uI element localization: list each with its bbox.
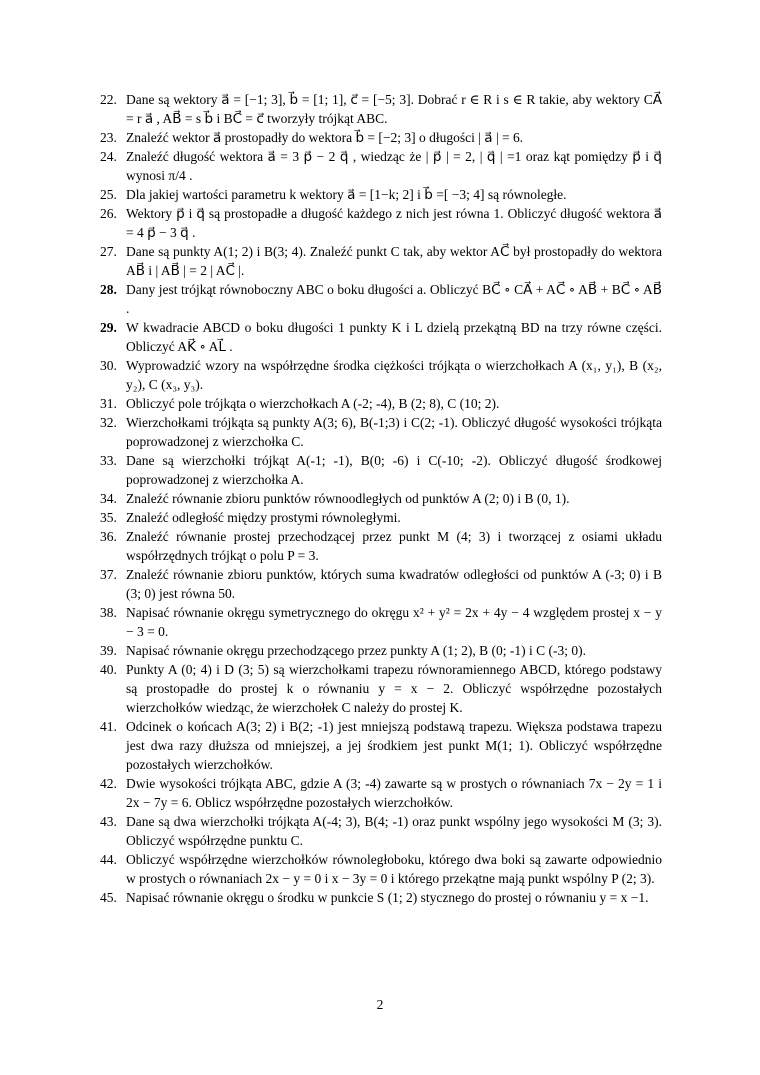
problem-list xyxy=(100,90,662,907)
problem-item xyxy=(100,888,662,907)
problem-text: Znaleźć wektor a⃗ prostopadły do wektora b⃗ = [−2; 3] o długości | a⃗ | = 6. xyxy=(126,130,524,145)
problem-number: 22. xyxy=(100,92,117,107)
problem-number: 35. xyxy=(100,510,117,525)
problem-number: 36. xyxy=(100,529,117,544)
problem-item xyxy=(100,128,662,147)
problem-number: 45. xyxy=(100,890,117,905)
problem-item xyxy=(100,774,662,812)
problem-item xyxy=(100,717,662,774)
problem-number: 28. xyxy=(100,282,117,297)
problem-text: Dane są punkty A(1; 2) i B(3; 4). Znaleźć punkt C tak, aby wektor AC⃗ był prostopadły do wektora AB⃗ i | AB⃗ | = 2 | AC⃗ |. xyxy=(126,244,662,278)
problem-number: 44. xyxy=(100,852,117,867)
page-number: 2 xyxy=(376,997,384,1012)
problem-text: Dany jest trójkąt równoboczny ABC o boku długości a. Obliczyć BC⃗ ∘ CA⃗ + AC⃗ ∘ AB⃗ + BC⃗ ∘ AB⃗ . xyxy=(126,282,662,316)
problem-item xyxy=(100,185,662,204)
problem-text: Znaleźć równanie zbioru punktów, których suma kwadratów odległości od punktów A (-3; 0) i B (3; 0) jest równa 50. xyxy=(126,567,662,601)
problem-number: 43. xyxy=(100,814,117,829)
problem-text: Napisać równanie okręgu symetrycznego do okręgu x² + y² = 2x + 4y − 4 względem prostej x − y − 3 = 0. xyxy=(126,605,662,639)
problem-item xyxy=(100,451,662,489)
problem-item xyxy=(100,90,662,128)
problem-item xyxy=(100,641,662,660)
problem-text: Dla jakiej wartości parametru k wektory a⃗ = [1−k; 2] i b⃗ =[ −3; 4] są równoległe. xyxy=(126,187,567,202)
problem-item xyxy=(100,242,662,280)
problem-item xyxy=(100,850,662,888)
problem-item xyxy=(100,527,662,565)
problem-text: Wektory p⃗ i q⃗ są prostopadłe a długość każdego z nich jest równa 1. Obliczyć długość wektora a⃗ = 4 p⃗ − 3 q⃗ . xyxy=(126,206,662,240)
problem-text: Napisać równanie okręgu o środku w punkcie S (1; 2) stycznego do prostej o równaniu y = x −1. xyxy=(126,890,649,905)
problem-number: 23. xyxy=(100,130,117,145)
problem-text: Dane są wierzchołki trójkąt A(-1; -1), B(0; -6) i C(-10; -2). Obliczyć długość środkowej poprowadzonej z wierzchołka A. xyxy=(126,453,662,487)
problem-text: W kwadracie ABCD o boku długości 1 punkty K i L dzielą przekątną BD na trzy równe części. Obliczyć AK⃗ ∘ AL⃗ . xyxy=(126,320,662,354)
problem-text: Odcinek o końcach A(3; 2) i B(2; -1) jest mniejszą podstawą trapezu. Większa podstawa trapezu jest dwa razy dłuższa od mniejszej, a jej środkiem jest punkt M(1; 1). Obliczyć współrzędne pozostałych wierzchołków. xyxy=(126,719,662,772)
problem-number: 33. xyxy=(100,453,117,468)
problem-number: 26. xyxy=(100,206,117,221)
problem-item xyxy=(100,356,662,394)
problem-number: 30. xyxy=(100,358,117,373)
problem-item xyxy=(100,565,662,603)
problem-text: Dane są dwa wierzchołki trójkąta A(-4; 3), B(4; -1) oraz punkt wspólny jego wysokości M (3; 3). Obliczyć współrzędne punktu C. xyxy=(126,814,662,848)
problem-number: 40. xyxy=(100,662,117,677)
problem-text: Obliczyć współrzędne wierzchołków równoległoboku, którego dwa boki są zawarte odpowiednio w prostych o równaniach 2x − y = 0 i x − 3y = 0 i którego przekątne mają punkt wspólny P (2; 3). xyxy=(126,852,662,886)
problem-text: Dwie wysokości trójkąta ABC, gdzie A (3; -4) zawarte są w prostych o równaniach 7x − 2y = 1 i 2x − 7y = 6. Oblicz współrzędne pozostałych wierzchołków. xyxy=(126,776,662,810)
problem-item xyxy=(100,147,662,185)
problem-number: 32. xyxy=(100,415,117,430)
problem-text: Napisać równanie okręgu przechodzącego przez punkty A (1; 2), B (0; -1) i C (-3; 0). xyxy=(126,643,586,658)
problem-number: 39. xyxy=(100,643,117,658)
problem-item xyxy=(100,204,662,242)
problem-text: Wierzchołkami trójkąta są punkty A(3; 6), B(-1;3) i C(2; -1). Obliczyć długość wysokości trójkąta poprowadzonej z wierzchołka C. xyxy=(126,415,662,449)
problem-number: 42. xyxy=(100,776,117,791)
problem-item xyxy=(100,413,662,451)
problem-number: 34. xyxy=(100,491,117,506)
problem-number: 31. xyxy=(100,396,117,411)
problem-number: 41. xyxy=(100,719,117,734)
problem-text: Znaleźć odległość między prostymi równoległymi. xyxy=(126,510,401,525)
problem-item xyxy=(100,280,662,318)
problem-number: 37. xyxy=(100,567,117,582)
problem-number: 38. xyxy=(100,605,117,620)
problem-item xyxy=(100,660,662,717)
problem-text: Znaleźć równanie zbioru punktów równoodległych od punktów A (2; 0) i B (0, 1). xyxy=(126,491,570,506)
problem-number: 25. xyxy=(100,187,117,202)
problem-item xyxy=(100,318,662,356)
problem-number: 27. xyxy=(100,244,117,259)
problem-number: 24. xyxy=(100,149,117,164)
problem-text: Obliczyć pole trójkąta o wierzchołkach A (-2; -4), B (2; 8), C (10; 2). xyxy=(126,396,500,411)
problem-item xyxy=(100,394,662,413)
problem-item xyxy=(100,603,662,641)
problem-text: Dane są wektory a⃗ = [−1; 3], b⃗ = [1; 1], c⃗ = [−5; 3]. Dobrać r ∈ R i s ∈ R takie, aby wektory CA⃗ = r a⃗ , AB⃗ = s b⃗ i BC⃗ = c⃗ tworzyły trójkąt ABC. xyxy=(126,92,662,126)
problem-text: Wyprowadzić wzory na współrzędne środka ciężkości trójkąta o wierzchołkach A (x₁, y₁), B (x₂, y₂), C (x₃, y₃). xyxy=(126,358,662,392)
problem-item xyxy=(100,812,662,850)
problem-text: Znaleźć długość wektora a⃗ = 3 p⃗ − 2 q⃗ , wiedząc że | p⃗ | = 2, | q⃗ | =1 oraz kąt pomiędzy p⃗ i q⃗ wynosi π/4 . xyxy=(126,149,662,183)
problem-item xyxy=(100,508,662,527)
problem-text: Znaleźć równanie prostej przechodzącej przez punkt M (4; 3) i tworzącej z osiami układu współrzędnych trójkąt o polu P = 3. xyxy=(126,529,662,563)
problem-number: 29. xyxy=(100,320,117,335)
problem-item xyxy=(100,489,662,508)
problem-text: Punkty A (0; 4) i D (3; 5) są wierzchołkami trapezu równoramiennego ABCD, którego podstawy są prostopadłe do prostej k o równaniu y = x − 2. Obliczyć współrzędne pozostałych wierzchołków wiedząc, że wierzchołek C należy do prostej K. xyxy=(126,662,662,715)
